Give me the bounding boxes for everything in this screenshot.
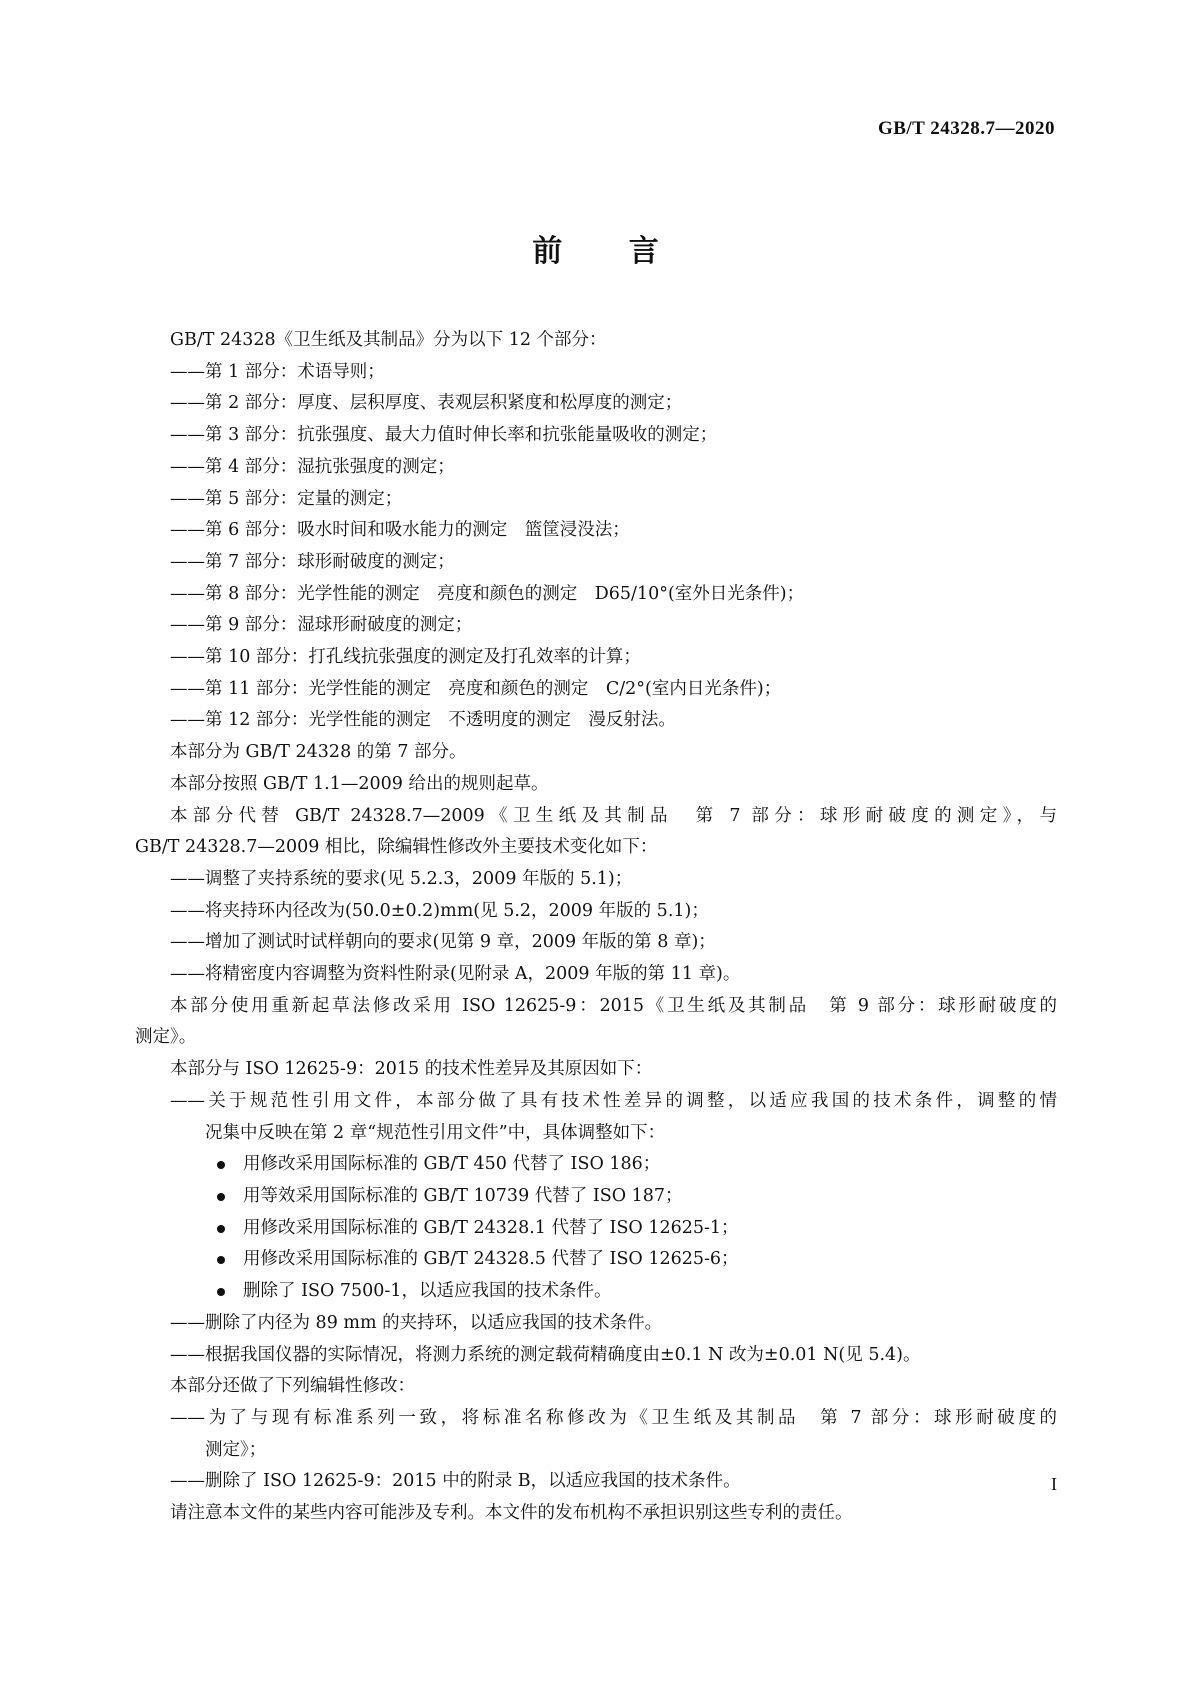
change-list-item: ——将精密度内容调整为资料性附录(见附录 A，2009 年版的第 11 章)。	[170, 964, 741, 985]
part-list-item: ——第 10 部分：打孔线抗张强度的测定及打孔效率的计算；	[170, 647, 641, 668]
part-list-item: ——第 5 部分：定量的测定；	[170, 488, 403, 509]
patent-notice: 请注意本文件的某些内容可能涉及专利。本文件的发布机构不承担识别这些专利的责任。	[170, 1503, 853, 1524]
bullet-text: 用修改采用国际标准的 GB/T 24328.1 代替了 ISO 12625-1；	[243, 1217, 739, 1238]
editorial-annex-removal: ——删除了 ISO 12625-9：2015 中的附录 B，以适应我国的技术条件。	[170, 1471, 741, 1492]
bullet-dot-icon	[217, 1161, 225, 1169]
part-list-item: ——第 7 部分：球形耐破度的测定；	[170, 551, 455, 572]
foreword-body	[135, 325, 1057, 1530]
bullet-item	[135, 1149, 1057, 1181]
part-list-item: ——第 3 部分：抗张强度、最大力值时伸长率和抗张能量吸收的测定；	[170, 425, 718, 446]
page-title: 前 言	[532, 234, 687, 269]
normative-references-line1: ——关于规范性引用文件，本部分做了具有技术性差异的调整，以适应我国的技术条件，调整的情	[170, 1090, 1057, 1111]
part-list-item: ——第 4 部分：湿抗张强度的测定；	[170, 456, 455, 477]
adoption-statement-line1: 本部分使用重新起草法修改采用 ISO 12625-9：2015《卫生纸及其制品 第 9 部分：球形耐破度的	[170, 995, 1057, 1016]
editorial-name-change-line1: ——为了与现有标准系列一致，将标准名称修改为《卫生纸及其制品 第 7 部分：球形耐破度的	[170, 1407, 1057, 1428]
drafting-rules-statement: 本部分按照 GB/T 1.1—2009 给出的规则起草。	[170, 773, 549, 794]
part-list-item: ——第 8 部分：光学性能的测定 亮度和颜色的测定 D65/10°(室外日光条件)；	[170, 583, 805, 604]
part-list-item: ——第 11 部分：光学性能的测定 亮度和颜色的测定 C/2°(室内日光条件)；	[170, 678, 782, 699]
bullet-text: 用修改采用国际标准的 GB/T 450 代替了 ISO 186；	[243, 1154, 661, 1175]
normative-references-line2: 况集中反映在第 2 章“规范性引用文件”中，具体调整如下：	[205, 1122, 666, 1143]
difference-load-accuracy: ——根据我国仪器的实际情况，将测力系统的测定载荷精确度由±0.1 N 改为±0.01 N(见 5.4)。	[170, 1344, 921, 1365]
bullet-dot-icon	[217, 1225, 225, 1233]
bullet-item	[135, 1244, 1057, 1276]
bullet-dot-icon	[217, 1288, 225, 1296]
part-list-item: ——第 1 部分：术语导则；	[170, 361, 385, 382]
standard-number: GB/T 24328.7—2020	[877, 118, 1055, 139]
replaces-statement-line1: 本部分代替 GB/T 24328.7—2009《卫生纸及其制品 第 7 部分：球形耐破度的测定》，与	[170, 805, 1057, 826]
change-list-item: ——调整了夹持系统的要求(见 5.2.3，2009 年版的 5.1)；	[170, 868, 633, 889]
bullet-dot-icon	[217, 1193, 225, 1201]
bullet-text: 删除了 ISO 7500-1，以适应我国的技术条件。	[243, 1281, 612, 1302]
change-list-item: ——将夹持环内径改为(50.0±0.2)mm(见 5.2，2009 年版的 5.1)；	[170, 900, 709, 921]
adoption-statement-line2: 测定》。	[135, 1027, 197, 1048]
differences-intro: 本部分与 ISO 12625-9：2015 的技术性差异及其原因如下：	[170, 1059, 653, 1080]
editorial-name-change-line2: 测定》；	[205, 1439, 267, 1460]
editorial-intro: 本部分还做了下列编辑性修改：	[170, 1376, 415, 1397]
part-list-item: ——第 9 部分：湿球形耐破度的测定；	[170, 615, 473, 636]
difference-clamp-ring: ——删除了内径为 89 mm 的夹持环，以适应我国的技术条件。	[170, 1312, 663, 1333]
parts-intro: GB/T 24328《卫生纸及其制品》分为以下 12 个部分：	[170, 330, 607, 350]
part-list-item: ——第 12 部分：光学性能的测定 不透明度的测定 漫反射法。	[170, 710, 676, 731]
part-list-item: ——第 6 部分：吸水时间和吸水能力的测定 篮筐浸没法；	[170, 520, 630, 541]
this-part-statement: 本部分为 GB/T 24328 的第 7 部分。	[170, 742, 467, 763]
bullet-dot-icon	[217, 1256, 225, 1264]
bullet-text: 用等效采用国际标准的 GB/T 10739 代替了 ISO 187；	[243, 1185, 683, 1206]
bullet-text: 用修改采用国际标准的 GB/T 24328.5 代替了 ISO 12625-6；	[243, 1249, 739, 1270]
replaces-statement-line2: GB/T 24328.7—2009 相比，除编辑性修改外主要技术变化如下：	[135, 837, 658, 858]
bullet-item	[135, 1213, 1057, 1245]
page-number: I	[1051, 1474, 1057, 1494]
change-list-item: ——增加了测试时试样朝向的要求(见第 9 章，2009 年版的第 8 章)；	[170, 932, 716, 953]
part-list-item: ——第 2 部分：厚度、层积厚度、表观层积紧度和松厚度的测定；	[170, 393, 683, 414]
bullet-item	[135, 1276, 1057, 1308]
bullet-item	[135, 1181, 1057, 1213]
